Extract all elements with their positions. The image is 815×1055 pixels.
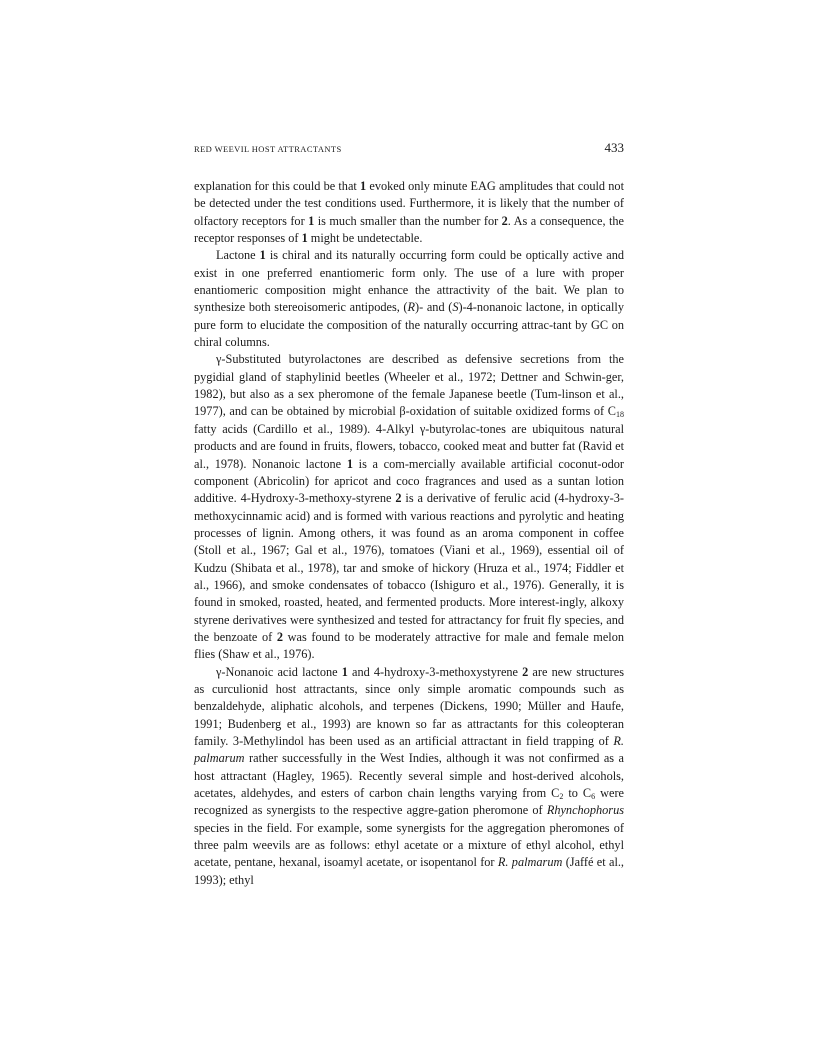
body-paragraph-2: Lactone 1 is chiral and its naturally occurring form could be optically active and exist in one preferred enantiomeric form only. The use of a lure with proper enantiomeric composition might enhance the attractivity of the bait. We plan to synthesize both stereoisomeric antipodes, (R)- and (S)-4-nonanoic lactone, in optically pure form to elucidate the composition of the naturally occurring attrac-tant by GC on chiral columns.	[194, 248, 624, 350]
body-paragraph-3: γ-Substituted butyrolactones are described as defensive secretions from the pygidial gland of staphylinid beetles (Wheeler et al., 1972; Dettner and Schwin-ger, 1982), but also as a sex pheromone of the female Japanese beetle (Tum-linson et al., 1977), and can be obtained by microbial β-oxidation of suitable oxidized forms of $C_{18}$ fatty acids (Cardillo et al., 1989). 4-Alkyl γ-butyrolac-tones are ubiquitous natural products and are found in fruits, flowers, tobacco, cooked meat and butter fat (Ravid et al., 1978). Nonanoic lactone 1 is a com-mercially available artificial coconut-odor component (Abricolin) for apricot and coco fragrances and used as a suntan lotion additive. 4-Hydroxy-3-methoxy-styrene 2 is a derivative of ferulic acid (4-hydroxy-3-methoxycinnamic acid) and is formed with various reactions and pyrolytic and heating processes of lignin. Among others, it was found as an aroma component in coffee (Stoll et al., 1967; Gal et al., 1976), tomatoes (Viani et al., 1969), essential oil of Kudzu (Shibata et al., 1978), tar and smoke of hickory (Hruza et al., 1974; Fiddler et al., 1966), and smoke condensates of tobacco (Ishiguro et al., 1976). Generally, it is found in smoked, roasted, heated, and fermented products. More interest-ingly, alkoxy styrene derivatives were synthesized and tested for attractancy for fruit fly species, and the benzoate of 2 was found to be moderately attractive for male and female melon flies (Shaw et al., 1976).	[194, 352, 625, 662]
running-title: RED WEEVIL HOST ATTRACTANTS	[194, 144, 342, 154]
page	[194, 140, 624, 889]
body-text	[194, 178, 624, 889]
running-head	[194, 140, 624, 164]
body-paragraph-1: explanation for this could be that 1 evoked only minute EAG amplitudes that could not be detected under the test conditions used. Furthermore, it is likely that the number of olfactory receptors for 1 is much smaller than the number for 2. As a consequence, the receptor responses of 1 might be undetectable.	[194, 179, 625, 246]
body-paragraph-4: γ-Nonanoic acid lactone 1 and 4-hydroxy-3-methoxystyrene 2 are new structures as curculionid host attractants, since only simple aromatic compounds such as benzaldehyde, aliphatic alcohols, and terpenes (Dickens, 1990; Müller and Haufe, 1991; Budenberg et al., 1993) are known so far as attractants for this coleopteran family. 3-Methylindol has been used as an artificial attractant in field trapping of R. palmarum rather successfully in the West Indies, although it was not confirmed as a host attractant (Hagley, 1965). Recently several simple and host-derived alcohols, acetates, aldehydes, and esters of carbon chain lengths varying from $C_2$ to $C_6$ were recognized as synergists to the respective aggre-gation pheromone of Rhynchophorus species in the field. For example, some synergists for the aggregation pheromones of three palm weevils are as follows: ethyl acetate or a mixture of ethyl alcohol, ethyl acetate, pentane, hexanal, isoamyl acetate, or isopentanol for R. palmarum (Jaffé et al., 1993); ethyl	[194, 664, 625, 887]
page-number: 433	[604, 140, 624, 155]
